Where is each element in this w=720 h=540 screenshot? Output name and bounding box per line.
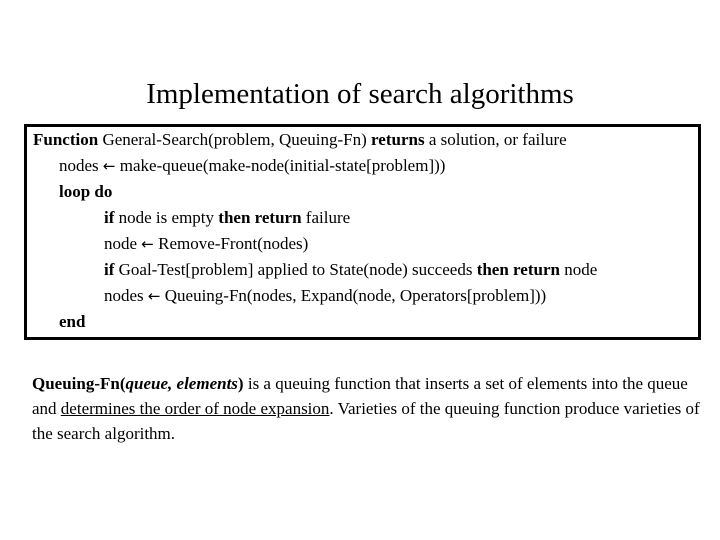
keyword-if: if bbox=[104, 260, 115, 279]
remove-front-expression: Remove-Front(nodes) bbox=[153, 234, 309, 253]
keyword-loop-do: loop do bbox=[59, 182, 113, 201]
queuing-fn-name: Queuing-Fn( bbox=[32, 374, 126, 393]
empty-check-line bbox=[104, 207, 350, 229]
variable-node: node bbox=[104, 234, 142, 253]
underlined-phrase: determines the order of node expansion bbox=[60, 399, 330, 418]
return-description: a solution, or failure bbox=[424, 130, 567, 149]
algorithm-box bbox=[24, 124, 701, 340]
queuing-fn-description bbox=[32, 371, 702, 446]
keyword-then-return: then return bbox=[218, 208, 302, 227]
end-line bbox=[59, 311, 85, 333]
description-text-1: is a queuing function that inserts a set of elements into the queue and bbox=[32, 374, 688, 418]
function-signature-line bbox=[33, 129, 567, 151]
description-text-2: . Varieties of the queuing function produce varieties of the search algorithm. bbox=[32, 399, 700, 443]
variable-nodes: nodes bbox=[59, 156, 103, 175]
queuing-fn-line bbox=[104, 285, 546, 307]
keyword-function: Function bbox=[33, 130, 99, 149]
slide-title: Implementation of search algorithms bbox=[146, 78, 574, 110]
function-name: General-Search(problem, Queuing-Fn) bbox=[98, 130, 372, 149]
goal-test-line bbox=[104, 259, 597, 281]
return-failure: failure bbox=[301, 208, 351, 227]
keyword-returns: returns bbox=[371, 130, 425, 149]
variable-nodes: nodes bbox=[104, 286, 148, 305]
queuing-fn-args: queue, elements bbox=[125, 374, 238, 393]
empty-condition: node is empty bbox=[114, 208, 219, 227]
keyword-then-return: then return bbox=[476, 260, 560, 279]
remove-front-line bbox=[104, 233, 308, 255]
keyword-if: if bbox=[104, 208, 115, 227]
make-queue-expression: make-queue(make-node(initial-state[problem])) bbox=[115, 156, 446, 175]
left-arrow-icon: ← bbox=[102, 157, 116, 175]
keyword-end: end bbox=[59, 312, 86, 331]
left-arrow-icon: ← bbox=[141, 235, 154, 253]
queuing-fn-expression: Queuing-Fn(nodes, Expand(node, Operators[problem])) bbox=[160, 286, 547, 305]
goal-test-condition: Goal-Test[problem] applied to State(node) succeeds bbox=[114, 260, 477, 279]
loop-line bbox=[59, 181, 112, 203]
init-nodes-line bbox=[59, 155, 445, 177]
return-node: node bbox=[559, 260, 598, 279]
queuing-fn-close-paren: ) bbox=[237, 374, 244, 393]
left-arrow-icon: ← bbox=[147, 287, 161, 305]
